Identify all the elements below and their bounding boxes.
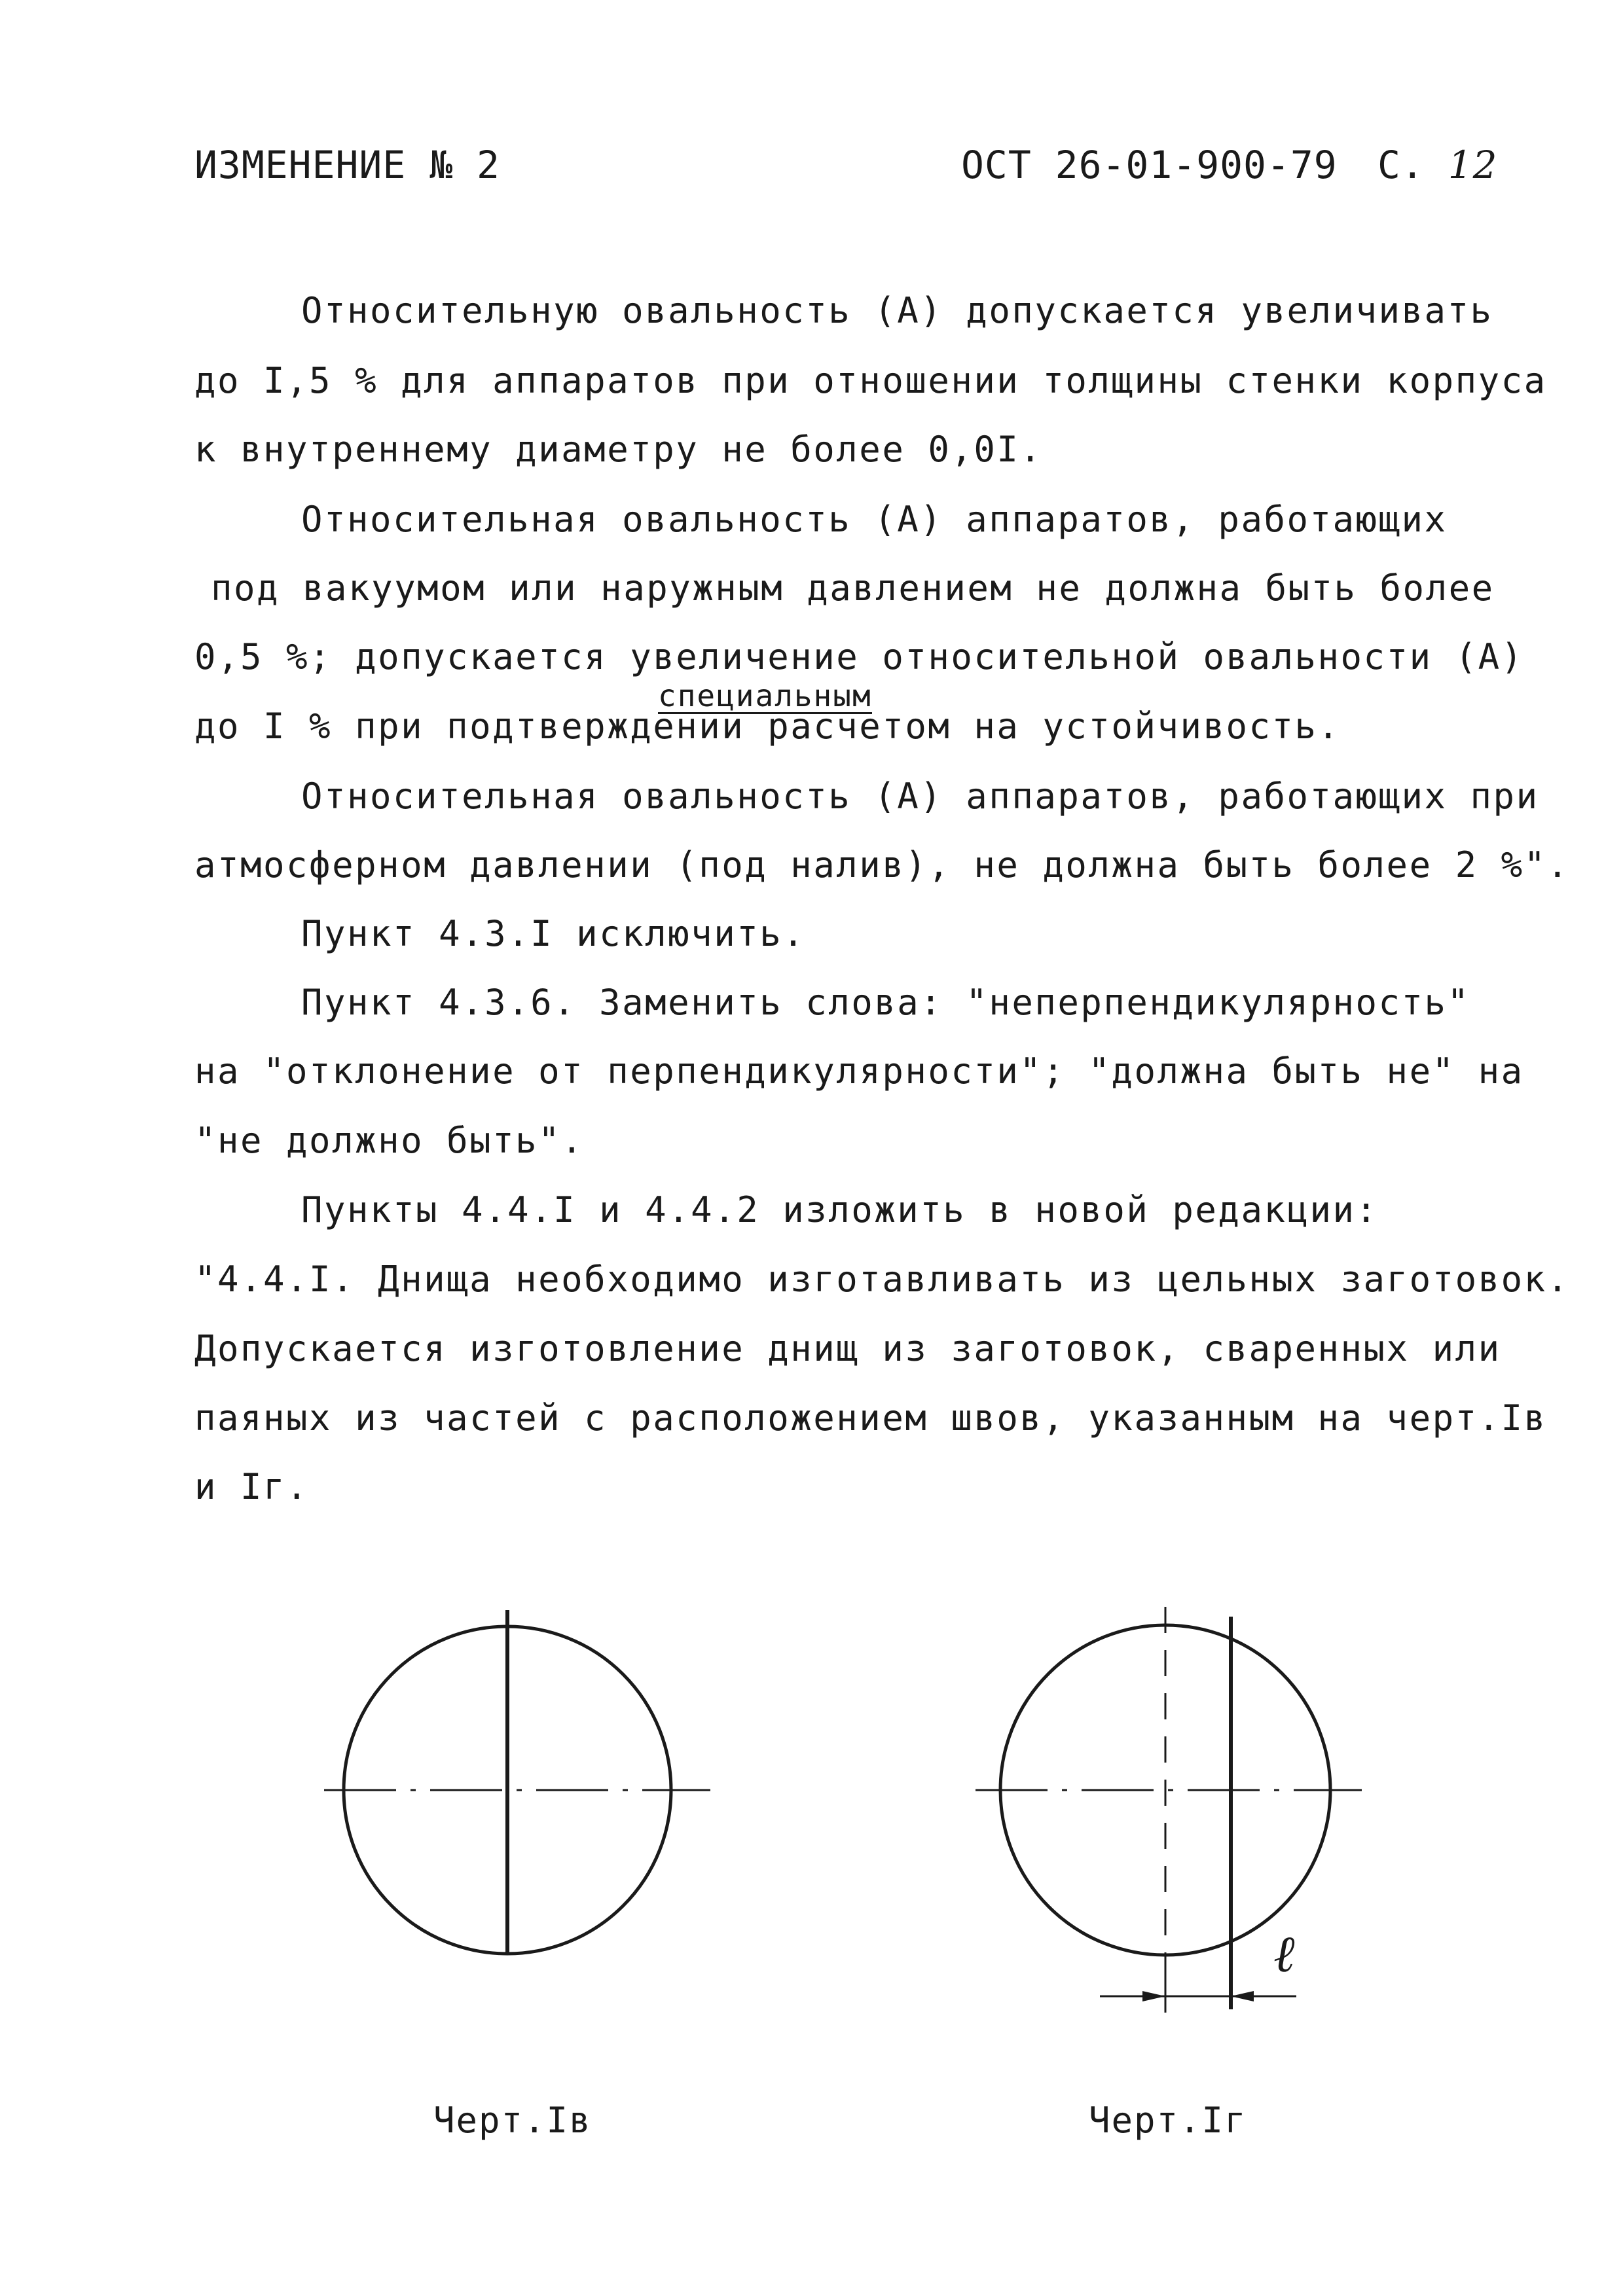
handwritten-insertion: специальным [658,678,872,713]
dimension-arrow-right [1231,1991,1254,2001]
text-line: Пункты 4.4.I и 4.4.2 изложить в новой редакции: [301,1189,1379,1230]
dimension-label: ℓ [1273,1925,1295,1984]
text-line: до I % при подтверждении расчетом на устойчивость. [194,706,1341,747]
text-line: Пункт 4.3.I исключить. [301,913,806,954]
text-line: "не должно быть". [194,1120,585,1161]
figure-1g [976,1607,1362,2013]
text-line: 0,5 %; допускается увеличение относительной овальности (А) [194,636,1524,677]
page-number-value: 12 [1448,143,1498,187]
text-line: Относительную овальность (А) допускается увеличивать [301,290,1493,331]
text-line: паяных из частей с расположением швов, указанным на черт.Iв [194,1397,1547,1439]
change-number: ИЗМЕНЕНИЕ № 2 [194,143,500,187]
figure-1v [324,1610,710,1954]
figure-caption-1g: Черт.Iг [1089,2100,1247,2141]
text-line: "4.4.I. Днища необходимо изготавливать из цельных заготовок. [194,1259,1570,1300]
text-line: и Iг. [194,1466,310,1507]
text-line: на "отклонение от перпендикулярности"; "должна быть не" на [194,1050,1524,1092]
text-line: Относительная овальность (А) аппаратов, работающих [301,499,1448,540]
text-line: Пункт 4.3.6. Заменить слова: "неперпендикулярность" [301,982,1470,1023]
text-line: Относительная овальность (А) аппаратов, работающих при [301,776,1539,817]
standard-number: ОСТ 26-01-900-79 [961,143,1338,187]
text-line: атмосферном давлении (под налив), не должна быть более 2 %". [194,844,1570,886]
text-line: к внутреннему диаметру не более 0,0I. [194,429,1043,470]
text-line: под вакуумом или наружным давлением не должна быть более [211,567,1495,609]
text-line: до I,5 % для аппаратов при отношении толщины стенки корпуса [194,360,1547,401]
dimension-arrow-left [1142,1991,1165,2001]
figure-caption-1v: Черт.Iв [433,2100,592,2141]
text-line: Допускается изготовление днищ из заготовок, сваренных или [194,1328,1501,1369]
page-prefix: С. [1377,143,1425,187]
